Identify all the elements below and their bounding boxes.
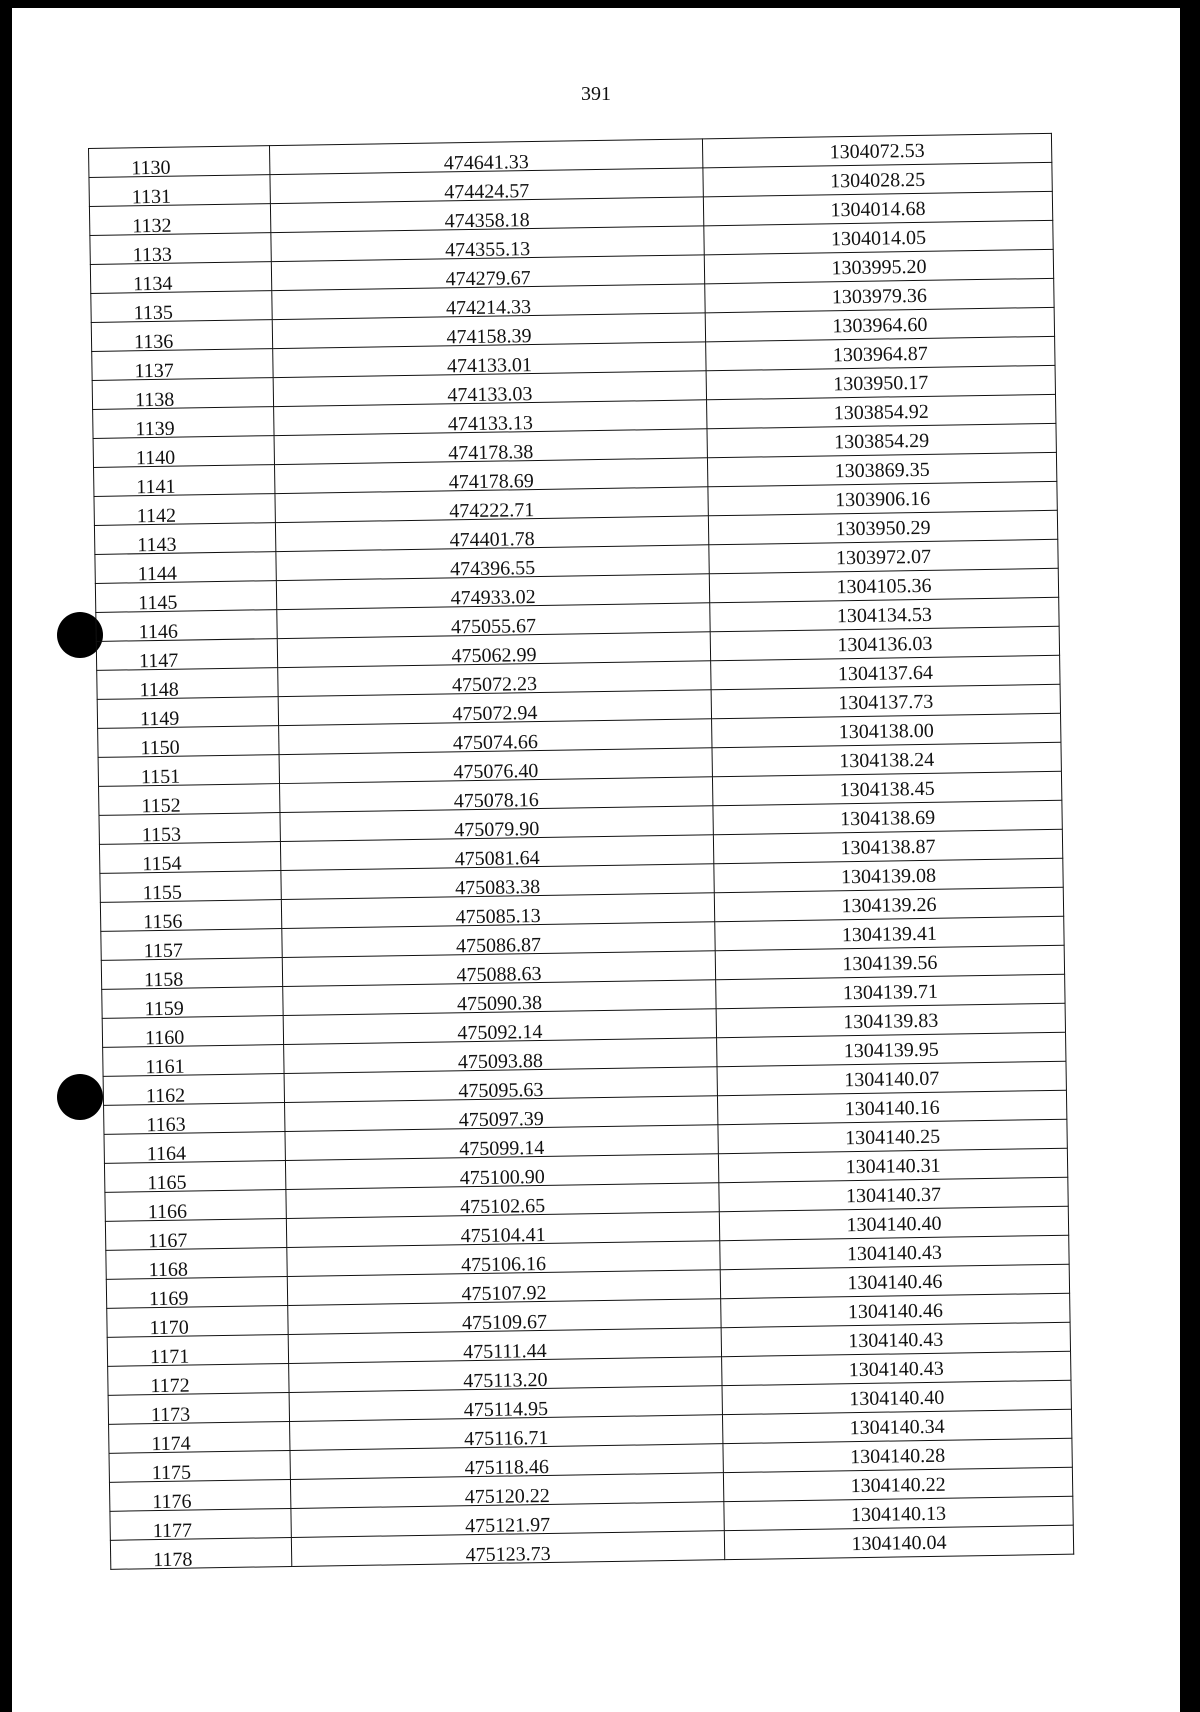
cell-text: 1304140.22: [850, 1473, 946, 1498]
cell-text: 1304139.41: [841, 922, 938, 947]
point-id-cell: [95, 581, 276, 613]
cell-text: 475121.97: [465, 1513, 551, 1538]
cell-text: 475095.63: [458, 1078, 544, 1103]
cell-text: 475078.16: [453, 789, 539, 813]
point-id-cell: [110, 1508, 291, 1543]
cell-text: 1304014.05: [830, 226, 927, 251]
point-id-cell: [94, 465, 275, 497]
point-id-cell: [89, 175, 270, 207]
point-id-cell: [93, 436, 274, 468]
cell-text: 1304138.24: [839, 748, 935, 773]
cell-text: 475123.73: [465, 1542, 551, 1567]
cell-text: 1157: [143, 939, 184, 963]
cell-text: 1304140.46: [847, 1270, 943, 1295]
point-id-cell: [109, 1421, 290, 1456]
cell-text: 1148: [139, 678, 179, 702]
coordinate-table: [88, 133, 1074, 1570]
cell-text: 1172: [150, 1374, 190, 1398]
punch-hole: [57, 1074, 103, 1120]
cell-text: 1303979.36: [831, 284, 928, 309]
point-id-cell: [100, 871, 281, 903]
point-id-cell: [99, 784, 280, 816]
cell-text: 474358.18: [444, 209, 530, 233]
cell-text: 474396.55: [449, 557, 536, 581]
point-id-cell: [97, 668, 278, 700]
point-id-cell: [103, 1045, 284, 1077]
cell-text: 1304137.73: [838, 690, 934, 715]
cell-text: 475116.71: [464, 1426, 549, 1451]
cell-text: 1304028.25: [829, 168, 926, 193]
cell-text: 474641.33: [443, 151, 529, 175]
point-id-cell: [93, 407, 274, 439]
cell-text: 1136: [133, 330, 174, 354]
point-id-cell: [98, 755, 279, 787]
point-id-cell: [107, 1335, 288, 1367]
point-id-cell: [109, 1450, 290, 1485]
cell-text: 1304140.46: [847, 1299, 944, 1324]
cell-text: 475076.40: [453, 760, 539, 784]
cell-text: 475100.90: [459, 1165, 545, 1190]
point-id-cell: [104, 1132, 285, 1164]
cell-text: 1175: [151, 1461, 192, 1485]
cell-text: 1304136.03: [837, 632, 933, 657]
point-id-cell: [106, 1277, 287, 1309]
cell-text: 1171: [149, 1345, 190, 1369]
cell-text: 1167: [148, 1229, 188, 1253]
cell-text: 475062.99: [451, 644, 537, 668]
cell-text: 1304140.28: [849, 1444, 946, 1469]
cell-text: 1304139.26: [841, 893, 937, 918]
cell-text: 1165: [147, 1171, 187, 1195]
point-id-cell: [91, 291, 272, 323]
cell-text: 1178: [153, 1548, 193, 1572]
cell-text: 475118.46: [464, 1455, 550, 1480]
point-id-cell: [108, 1363, 289, 1398]
cell-text: 1304140.40: [846, 1212, 942, 1237]
cell-text: 474222.71: [449, 499, 535, 523]
cell-text: 475088.63: [456, 962, 542, 987]
cell-text: 1144: [137, 562, 178, 586]
point-id-cell: [95, 552, 276, 584]
cell-text: 474933.02: [450, 586, 536, 610]
cell-text: 475106.16: [460, 1252, 547, 1277]
cell-text: 475120.22: [464, 1484, 550, 1509]
cell-text: 1303995.20: [831, 255, 927, 280]
cell-text: 1304139.08: [840, 864, 937, 889]
cell-text: 1140: [135, 446, 176, 470]
cell-text: 1304140.13: [850, 1502, 947, 1527]
point-id-cell: [107, 1306, 288, 1338]
cell-text: 1303972.07: [835, 545, 932, 570]
cell-text: 475111.44: [463, 1339, 547, 1364]
cell-text: 474279.67: [445, 267, 531, 291]
cell-text: 1303950.17: [833, 371, 929, 396]
cell-text: 475081.64: [454, 846, 540, 871]
cell-text: 475086.87: [455, 933, 542, 958]
point-id-cell: [106, 1248, 287, 1280]
cell-text: 1170: [149, 1316, 189, 1340]
cell-text: 475099.14: [459, 1136, 545, 1161]
cell-text: 1304072.53: [829, 139, 925, 164]
cell-text: 474133.01: [446, 354, 533, 378]
cell-text: 1303950.29: [835, 516, 931, 541]
point-id-cell: [92, 349, 273, 381]
cell-text: 1155: [142, 881, 183, 905]
cell-text: 475083.38: [455, 875, 541, 900]
cell-text: 1303869.35: [834, 458, 930, 483]
point-id-cell: [102, 1016, 283, 1048]
cell-text: 1142: [136, 504, 177, 528]
point-id-cell: [108, 1392, 289, 1427]
cell-text: 1174: [151, 1432, 191, 1456]
point-id-cell: [94, 494, 275, 526]
cell-text: 475085.13: [455, 904, 541, 929]
cell-text: 1304138.87: [840, 835, 936, 860]
cell-text: 1303854.92: [833, 400, 929, 425]
cell-text: 1304139.56: [842, 951, 938, 976]
cell-text: 475102.65: [460, 1194, 546, 1219]
cell-text: 474178.38: [448, 441, 534, 465]
cell-text: 474133.13: [447, 412, 534, 436]
cell-text: 1304105.36: [836, 574, 932, 599]
point-id-cell: [89, 146, 270, 178]
point-id-cell: [89, 204, 270, 236]
cell-text: 475079.90: [454, 817, 540, 842]
cell-text: 1173: [150, 1403, 191, 1427]
cell-text: 1151: [140, 765, 181, 789]
cell-text: 1304137.64: [837, 661, 934, 686]
point-id-cell: [96, 610, 277, 642]
cell-text: 1304139.83: [843, 1009, 939, 1034]
page-number: 391: [581, 83, 611, 105]
point-id-cell: [102, 987, 283, 1019]
point-id-cell: [90, 262, 271, 294]
point-id-cell: [104, 1103, 285, 1135]
cell-text: 1152: [141, 794, 181, 818]
cell-text: 1303964.87: [832, 342, 929, 367]
cell-text: 1304140.31: [845, 1154, 941, 1179]
point-id-cell: [101, 958, 282, 990]
cell-text: 1304134.53: [836, 603, 933, 628]
cell-text: 1160: [144, 1026, 185, 1050]
y-coordinate-cell: [724, 1525, 1073, 1559]
cell-text: 475093.88: [457, 1049, 544, 1074]
cell-text: 1143: [137, 533, 177, 557]
cell-text: 1304140.34: [849, 1415, 945, 1440]
cell-text: 1150: [140, 736, 180, 760]
cell-text: 475092.14: [457, 1020, 543, 1045]
cell-text: 1304140.43: [846, 1241, 943, 1266]
cell-text: 475107.92: [461, 1281, 547, 1306]
coordinate-table-body: [89, 133, 1074, 1572]
cell-text: 1159: [144, 997, 184, 1021]
cell-text: 1147: [138, 649, 179, 673]
cell-text: 475055.67: [450, 615, 537, 639]
point-id-cell: [109, 1479, 290, 1514]
point-id-cell: [104, 1161, 285, 1193]
cell-text: 1154: [142, 852, 182, 876]
cell-text: 1303964.60: [832, 313, 928, 338]
cell-text: 474214.33: [445, 296, 532, 320]
point-id-cell: [92, 378, 273, 410]
cell-text: 1304140.37: [845, 1183, 942, 1208]
cell-text: 1304139.95: [843, 1038, 939, 1063]
cell-text: 1163: [146, 1113, 186, 1137]
cell-text: 474158.39: [446, 325, 532, 349]
cell-text: 475072.94: [452, 702, 538, 726]
cell-text: 1304139.71: [842, 980, 939, 1005]
cell-text: 474133.03: [447, 383, 533, 407]
point-id-cell: [98, 726, 279, 758]
cell-text: 1303906.16: [834, 487, 931, 512]
point-id-cell: [103, 1074, 284, 1106]
cell-text: 1304138.45: [839, 777, 935, 802]
point-id-cell: [99, 842, 280, 874]
point-id-cell: [110, 1537, 291, 1572]
cell-text: 1146: [138, 620, 179, 644]
cell-text: 1130: [131, 156, 171, 180]
cell-text: 1134: [132, 272, 173, 296]
cell-text: 1164: [146, 1142, 187, 1166]
point-id-cell: [91, 320, 272, 352]
cell-text: 475090.38: [456, 991, 543, 1016]
cell-text: 475113.20: [463, 1368, 548, 1393]
cell-text: 1138: [134, 388, 175, 412]
point-id-cell: [99, 813, 280, 845]
cell-text: 475072.23: [451, 673, 538, 697]
point-id-cell: [101, 929, 282, 961]
cell-text: 474178.69: [448, 470, 534, 494]
cell-text: 1168: [148, 1258, 189, 1282]
cell-text: 1304140.16: [844, 1096, 940, 1121]
cell-text: 1137: [134, 359, 174, 383]
cell-text: 1176: [152, 1490, 192, 1514]
document-page: [12, 8, 1180, 1712]
cell-text: 1304138.69: [839, 806, 936, 831]
point-id-cell: [105, 1219, 286, 1251]
cell-text: 1169: [148, 1287, 189, 1311]
cell-text: 475097.39: [458, 1107, 544, 1132]
cell-text: 475074.66: [452, 731, 539, 755]
cell-text: 1139: [135, 417, 175, 441]
cell-text: 1166: [147, 1200, 188, 1224]
cell-text: 1161: [145, 1055, 185, 1079]
cell-text: 1145: [137, 591, 178, 615]
point-id-cell: [90, 233, 271, 265]
cell-text: 1141: [136, 475, 176, 499]
cell-text: 475109.67: [461, 1310, 548, 1335]
point-id-cell: [96, 639, 277, 671]
cell-text: 1303854.29: [834, 429, 930, 454]
cell-text: 1162: [145, 1084, 186, 1108]
point-id-cell: [105, 1190, 286, 1222]
cell-text: 475114.95: [463, 1397, 549, 1422]
cell-text: 1158: [143, 968, 184, 992]
cell-text: 474424.57: [444, 180, 530, 204]
cell-text: 1156: [142, 910, 183, 934]
cell-text: 1304140.25: [844, 1125, 941, 1150]
cell-text: 1177: [152, 1519, 193, 1543]
cell-text: 475104.41: [460, 1223, 546, 1248]
cell-text: 1153: [141, 823, 182, 847]
cell-text: 1304140.43: [848, 1357, 944, 1382]
point-id-cell: [97, 697, 278, 729]
cell-text: 1304014.68: [830, 197, 926, 222]
cell-text: 1131: [131, 185, 172, 209]
point-id-cell: [94, 523, 275, 555]
cell-text: 1304140.40: [849, 1386, 945, 1411]
cell-text: 474401.78: [449, 528, 535, 552]
cell-text: 1304140.43: [848, 1328, 944, 1353]
cell-text: 1304138.00: [838, 719, 934, 744]
cell-text: 1149: [139, 707, 180, 731]
cell-text: 1304140.04: [851, 1531, 947, 1556]
cell-text: 1132: [132, 214, 172, 238]
cell-text: 474355.13: [444, 238, 531, 262]
cell-text: 1133: [132, 243, 173, 267]
cell-text: 1135: [133, 301, 174, 325]
cell-text: 1304140.07: [844, 1067, 940, 1092]
point-id-cell: [100, 900, 281, 932]
